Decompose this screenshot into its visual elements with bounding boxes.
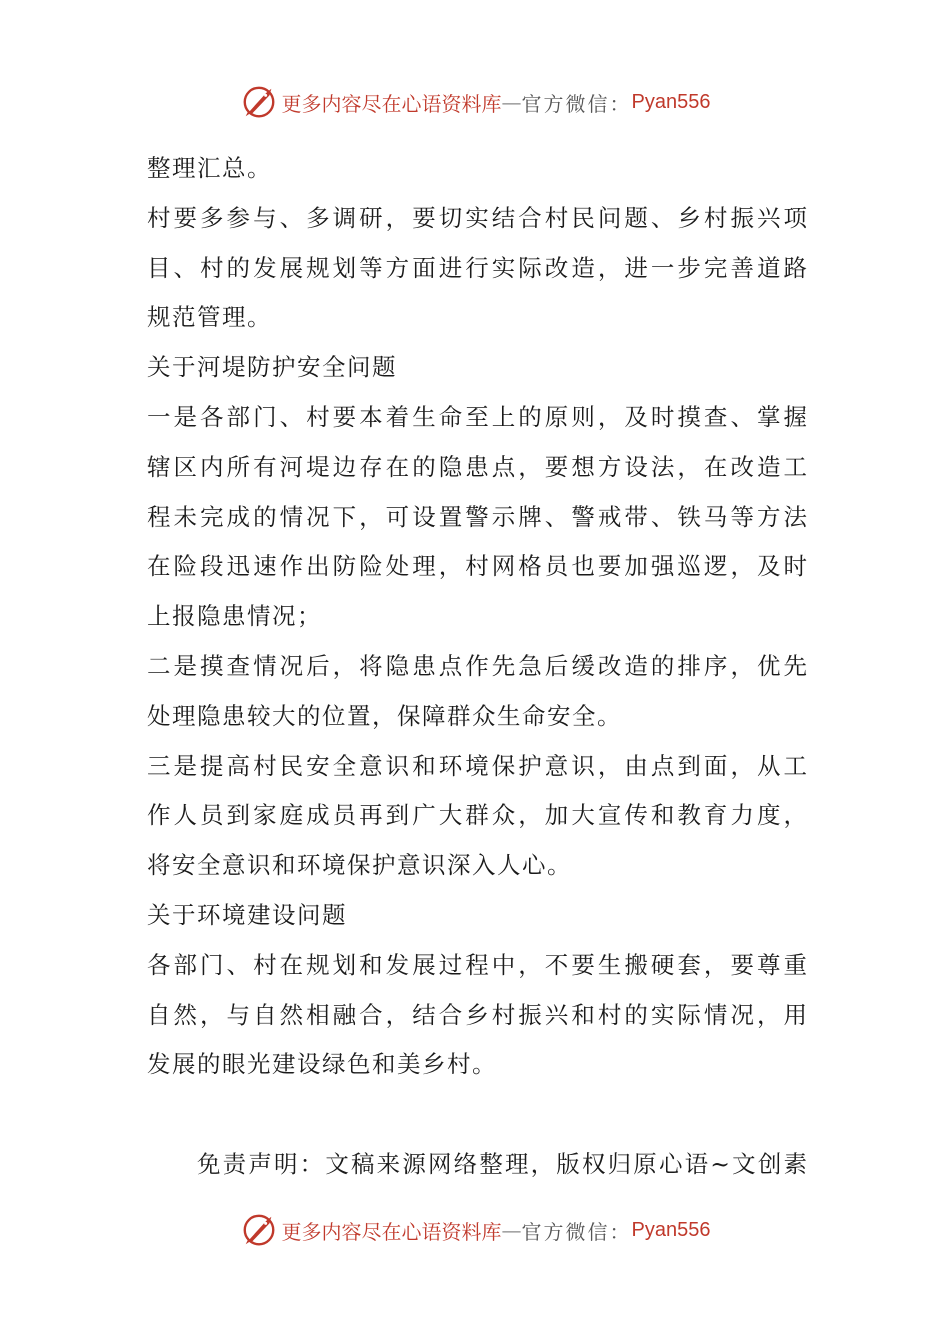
paragraph-line: 将安全意识和环境保护意识深入人心。: [147, 851, 572, 880]
banner-text: 更多内容尽在心语资料库: [281, 1219, 502, 1244]
paragraph-gap: [147, 1090, 807, 1140]
paragraph-line: 上报隐患情况；: [147, 602, 322, 631]
paragraph-line: 程未完成的情况下，可设置警示牌、警戒带、铁马等方法: [147, 502, 807, 531]
paragraph-line: 规范管理。: [147, 303, 272, 332]
document-body: [147, 144, 807, 1190]
banner-wechat-label: 官方微信：: [521, 1219, 632, 1244]
section-heading: 关于环境建设问题: [147, 900, 347, 929]
paragraph-line: 在险段迅速作出防险处理，村网格员也要加强巡逻，及时: [147, 552, 807, 581]
section-heading: 关于河堤防护安全问题: [147, 353, 397, 382]
paragraph-line: 整理汇总。: [147, 154, 272, 182]
paragraph-line: 处理隐患较大的位置，保障群众生命安全。: [147, 701, 622, 730]
paragraph-line: 辖区内所有河堤边存在的隐患点，要想方设法，在改造工: [147, 452, 807, 481]
disclaimer-text: 免责声明：文稿来源网络整理，版权归原心语~文创素: [197, 1149, 807, 1178]
paragraph-line: 自然，与自然相融合，结合乡村振兴和村的实际情况，用: [147, 1000, 807, 1029]
pen-nib-logo-icon: [240, 83, 278, 121]
pen-nib-logo-icon: [240, 1211, 278, 1249]
paragraph-line: 作人员到家庭成员再到广大群众，加大宣传和教育力度，: [147, 801, 807, 830]
paragraph-line: 目、村的发展规划等方面进行实际改造，进一步完善道路: [147, 253, 807, 282]
paragraph-line: 三是提高村民安全意识和环境保护意识，由点到面，从工: [147, 751, 807, 780]
paragraph-line: 一是各部门、村要本着生命至上的原则，及时摸查、掌握: [147, 402, 807, 431]
banner-wechat-id: Pyan556: [631, 90, 711, 113]
banner-separator: —: [501, 1218, 522, 1242]
paragraph-line: 各部门、村在规划和发展过程中，不要生搬硬套，要尊重: [147, 950, 807, 979]
paragraph-line: 村要多参与、多调研，要切实结合村民问题、乡村振兴项: [147, 203, 807, 232]
banner-wechat-id: Pyan556: [631, 1218, 711, 1241]
paragraph-line: 发展的眼光建设绿色和美乡村。: [147, 1050, 497, 1079]
paragraph-line: 二是摸查情况后，将隐患点作先急后缓改造的排序，优先: [147, 651, 807, 680]
banner-wechat-label: 官方微信：: [521, 91, 632, 116]
header-banner: [0, 80, 950, 124]
banner-separator: —: [501, 90, 522, 114]
banner-text: 更多内容尽在心语资料库: [281, 91, 502, 116]
footer-banner: [0, 1208, 950, 1252]
